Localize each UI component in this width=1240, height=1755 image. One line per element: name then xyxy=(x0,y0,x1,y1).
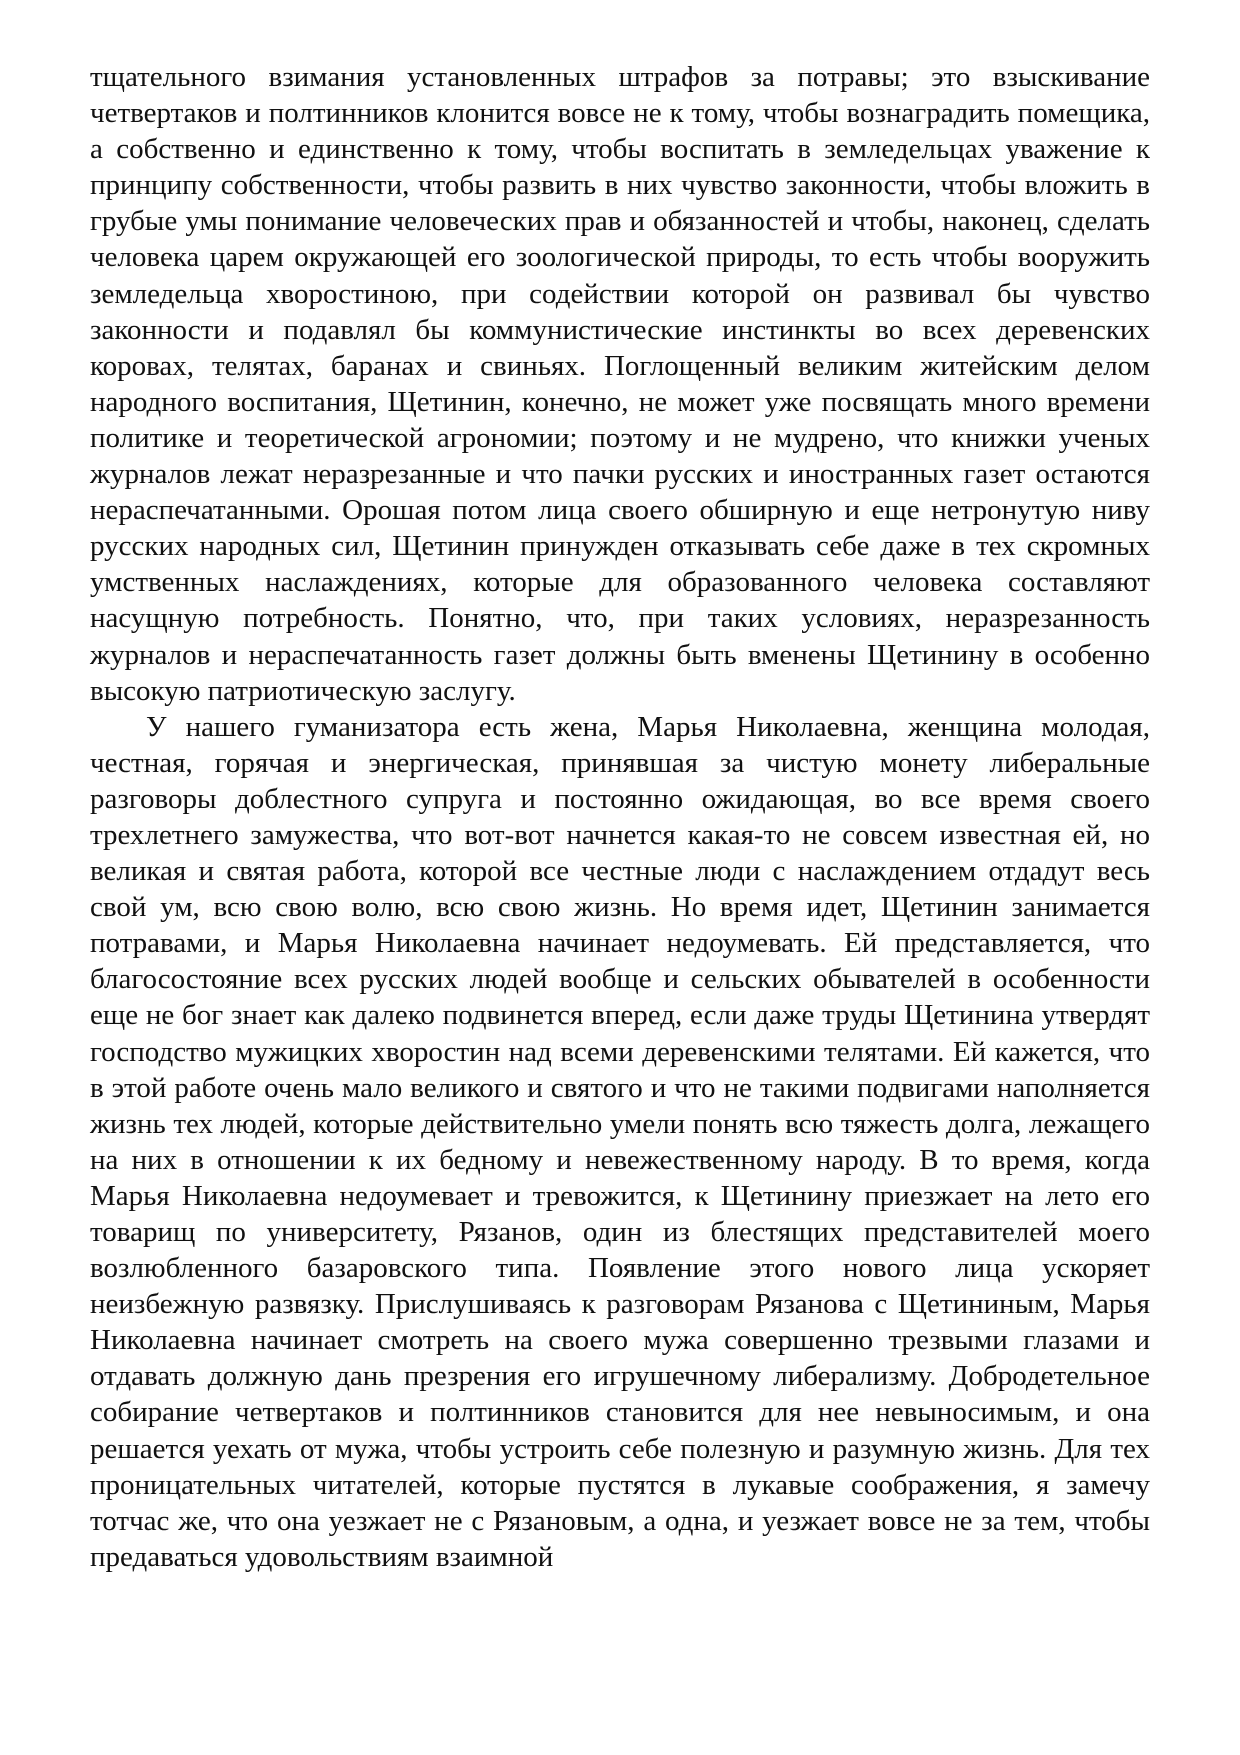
paragraph-1: тщательного взимания установленных штрафов за потравы; это взыскивание четвертаков и полтинников клонится вовсе не к тому, чтобы вознаградить помещика, а собственно и единственно к тому, чтобы воспитать в земледельцах уважение к принципу собственности, чтобы развить в них чувство законности, чтобы вложить в грубые умы понимание человеческих прав и обязанностей и чтобы, наконец, сделать человека царем окружающей его зоологической природы, то есть чтобы вооружить земледельца хворостиною, при содействии которой он развивал бы чувство законности и подавлял бы коммунистические инстинкты во всех деревенских коровах, телятах, баранах и свиньях. Поглощенный великим житейским делом народного воспитания, Щетинин, конечно, не может уже посвящать много времени политике и теоретической агрономии; поэтому и не мудрено, что книжки ученых журналов лежат неразрезанные и что пачки русских и иностранных газет остаются нераспечатанными. Орошая потом лица своего обширную и еще нетронутую ниву русских народных сил, Щетинин принужден отказывать себе даже в тех скромных умственных наслаждениях, которые для образованного человека составляют насущную потребность. Понятно, что, при таких условиях, неразрезанность журналов и нераспечатанность газет должны быть вменены Щетинину в особенно высокую патриотическую заслугу. xyxy=(90,61,1150,707)
body-text xyxy=(90,59,1150,1575)
paragraph-2: У нашего гуманизатора есть жена, Марья Николаевна, женщина молодая, честная, горячая и энергическая, принявшая за чистую монету либеральные разговоры доблестного супруга и постоянно ожидающая, во все время своего трехлетнего замужества, что вот-вот начнется какая-то не совсем известная ей, но великая и святая работа, которой все честные люди с наслаждением отдадут весь свой ум, всю свою волю, всю свою жизнь. Но время идет, Щетинин занимается потравами, и Марья Николаевна начинает недоумевать. Ей представляется, что благосостояние всех русских людей вообще и сельских обывателей в особенности еще не бог знает как далеко подвинется вперед, если даже труды Щетинина утвердят господство мужицких хворостин над всеми деревенскими телятами. Ей кажется, что в этой работе очень мало великого и святого и что не такими подвигами наполняется жизнь тех людей, которые действительно умели понять всю тяжесть долга, лежащего на них в отношении к их бедному и невежественному народу. В то время, когда Марья Николаевна недоумевает и тревожится, к Щетинину приезжает на лето его товарищ по университету, Рязанов, один из блестящих представителей моего возлюбленного базаровского типа. Появление этого нового лица ускоряет неизбежную развязку. Прислушиваясь к разговорам Рязанова с Щетининым, Марья Николаевна начинает смотреть на своего мужа совершенно трезвыми глазами и отдавать должную дань презрения его игрушечному либерализму. Добродетельное собирание четвертаков и полтинников становится для нее невыносимым, и она решается уехать от мужа, чтобы устроить себе полезную и разумную жизнь. Для тех проницательных читателей, которые пустятся в лукавые соображения, я замечу тотчас же, что она уезжает не с Рязановым, а одна, и уезжает вовсе не за тем, чтобы предаваться удовольствиям взаимной xyxy=(90,710,1150,1573)
